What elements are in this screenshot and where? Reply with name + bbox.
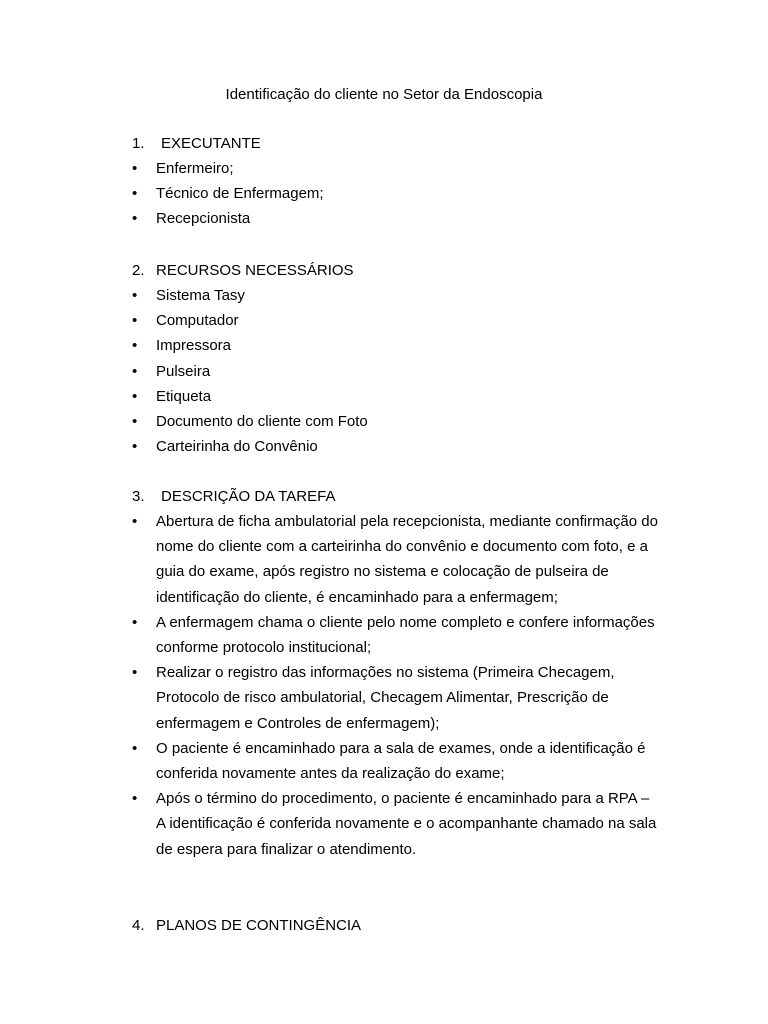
section-heading xyxy=(0,131,768,156)
bullet-icon: • xyxy=(132,312,138,330)
list-item-text: O paciente é encaminhado para a sala de exames, onde a identificação é conferida novamente antes da realização do exame; xyxy=(156,739,646,783)
list-item-text: Técnico de Enfermagem; xyxy=(156,185,324,203)
bullet-icon: • xyxy=(132,413,138,431)
list-item xyxy=(0,409,768,434)
list-item-text: Abertura de ficha ambulatorial pela recepcionista, mediante confirmação do nome do cliente com a carteirinha do convênio e documento com foto, e a guia do exame, após registro no sistema e colocação de pulseira de identificação do cliente, é encaminhado para a enfermagem; xyxy=(156,513,658,606)
section-recursos xyxy=(0,258,768,459)
list-item-text: Sistema Tasy xyxy=(156,287,245,304)
section-executante xyxy=(0,131,768,232)
bullet-icon: • xyxy=(132,362,138,380)
list-item xyxy=(0,206,768,231)
section-descricao xyxy=(0,484,768,862)
section-title: DESCRIÇÃO DA TAREFA xyxy=(161,488,336,505)
section-heading xyxy=(0,258,768,283)
list-item xyxy=(0,736,768,786)
list-item xyxy=(0,509,768,610)
list-item-text: Após o término do procedimento, o paciente é encaminhado para a RPA – A identificação é conferida novamente e o acompanhante chamado na sala de espera para finalizar o atendimento. xyxy=(156,790,657,858)
section-number: 2. xyxy=(132,262,145,279)
list-item-text: Carteirinha do Convênio xyxy=(156,438,318,456)
bullet-icon: • xyxy=(132,438,138,456)
section-title: PLANOS DE CONTINGÊNCIA xyxy=(156,917,362,934)
bullet-icon: • xyxy=(132,287,138,304)
section-title: RECURSOS NECESSÁRIOS xyxy=(156,262,354,279)
bullet-icon: • xyxy=(132,160,138,177)
list-item-text: Recepcionista xyxy=(156,210,251,228)
section-planos xyxy=(0,913,768,938)
document-title: Identificação do cliente no Setor da Endoscopia xyxy=(225,86,543,103)
list-item xyxy=(0,610,768,660)
bullet-icon: • xyxy=(132,613,138,631)
list-item xyxy=(0,384,768,409)
bullet-icon: • xyxy=(132,210,138,228)
bullet-icon: • xyxy=(132,739,138,757)
bullet-list xyxy=(0,509,768,862)
bullet-icon: • xyxy=(132,387,138,405)
list-item-text: Etiqueta xyxy=(156,387,212,405)
bullet-icon: • xyxy=(132,337,138,355)
list-item-text: Pulseira xyxy=(156,362,211,380)
section-number: 1. xyxy=(132,135,145,152)
section-number: 4. xyxy=(132,917,145,934)
list-item-text: Realizar o registro das informações no sistema (Primeira Checagem, Protocolo de risco ambulatorial, Checagem Alimentar, Prescrição de enfermagem e Controles de enfermagem); xyxy=(156,664,615,732)
bullet-icon: • xyxy=(132,790,138,808)
list-item-text: Impressora xyxy=(156,337,232,355)
list-item xyxy=(0,660,768,736)
list-item xyxy=(0,359,768,384)
bullet-icon: • xyxy=(132,664,138,682)
list-item xyxy=(0,308,768,333)
list-item xyxy=(0,786,768,862)
list-item xyxy=(0,434,768,459)
section-number: 3. xyxy=(132,488,145,505)
bullet-list xyxy=(0,156,768,232)
list-item xyxy=(0,333,768,358)
bullet-icon: • xyxy=(132,185,138,203)
list-item-text: Documento do cliente com Foto xyxy=(156,413,368,431)
list-item xyxy=(0,156,768,181)
list-item-text: A enfermagem chama o cliente pelo nome completo e confere informações conforme protocolo institucional; xyxy=(156,613,655,657)
list-item xyxy=(0,283,768,308)
list-item-text: Enfermeiro; xyxy=(156,160,234,177)
section-title: EXECUTANTE xyxy=(161,135,261,152)
bullet-list xyxy=(0,283,768,459)
bullet-icon: • xyxy=(132,513,138,530)
section-heading xyxy=(0,484,768,509)
list-item-text: Computador xyxy=(156,312,239,330)
section-heading xyxy=(0,913,768,938)
list-item xyxy=(0,181,768,206)
